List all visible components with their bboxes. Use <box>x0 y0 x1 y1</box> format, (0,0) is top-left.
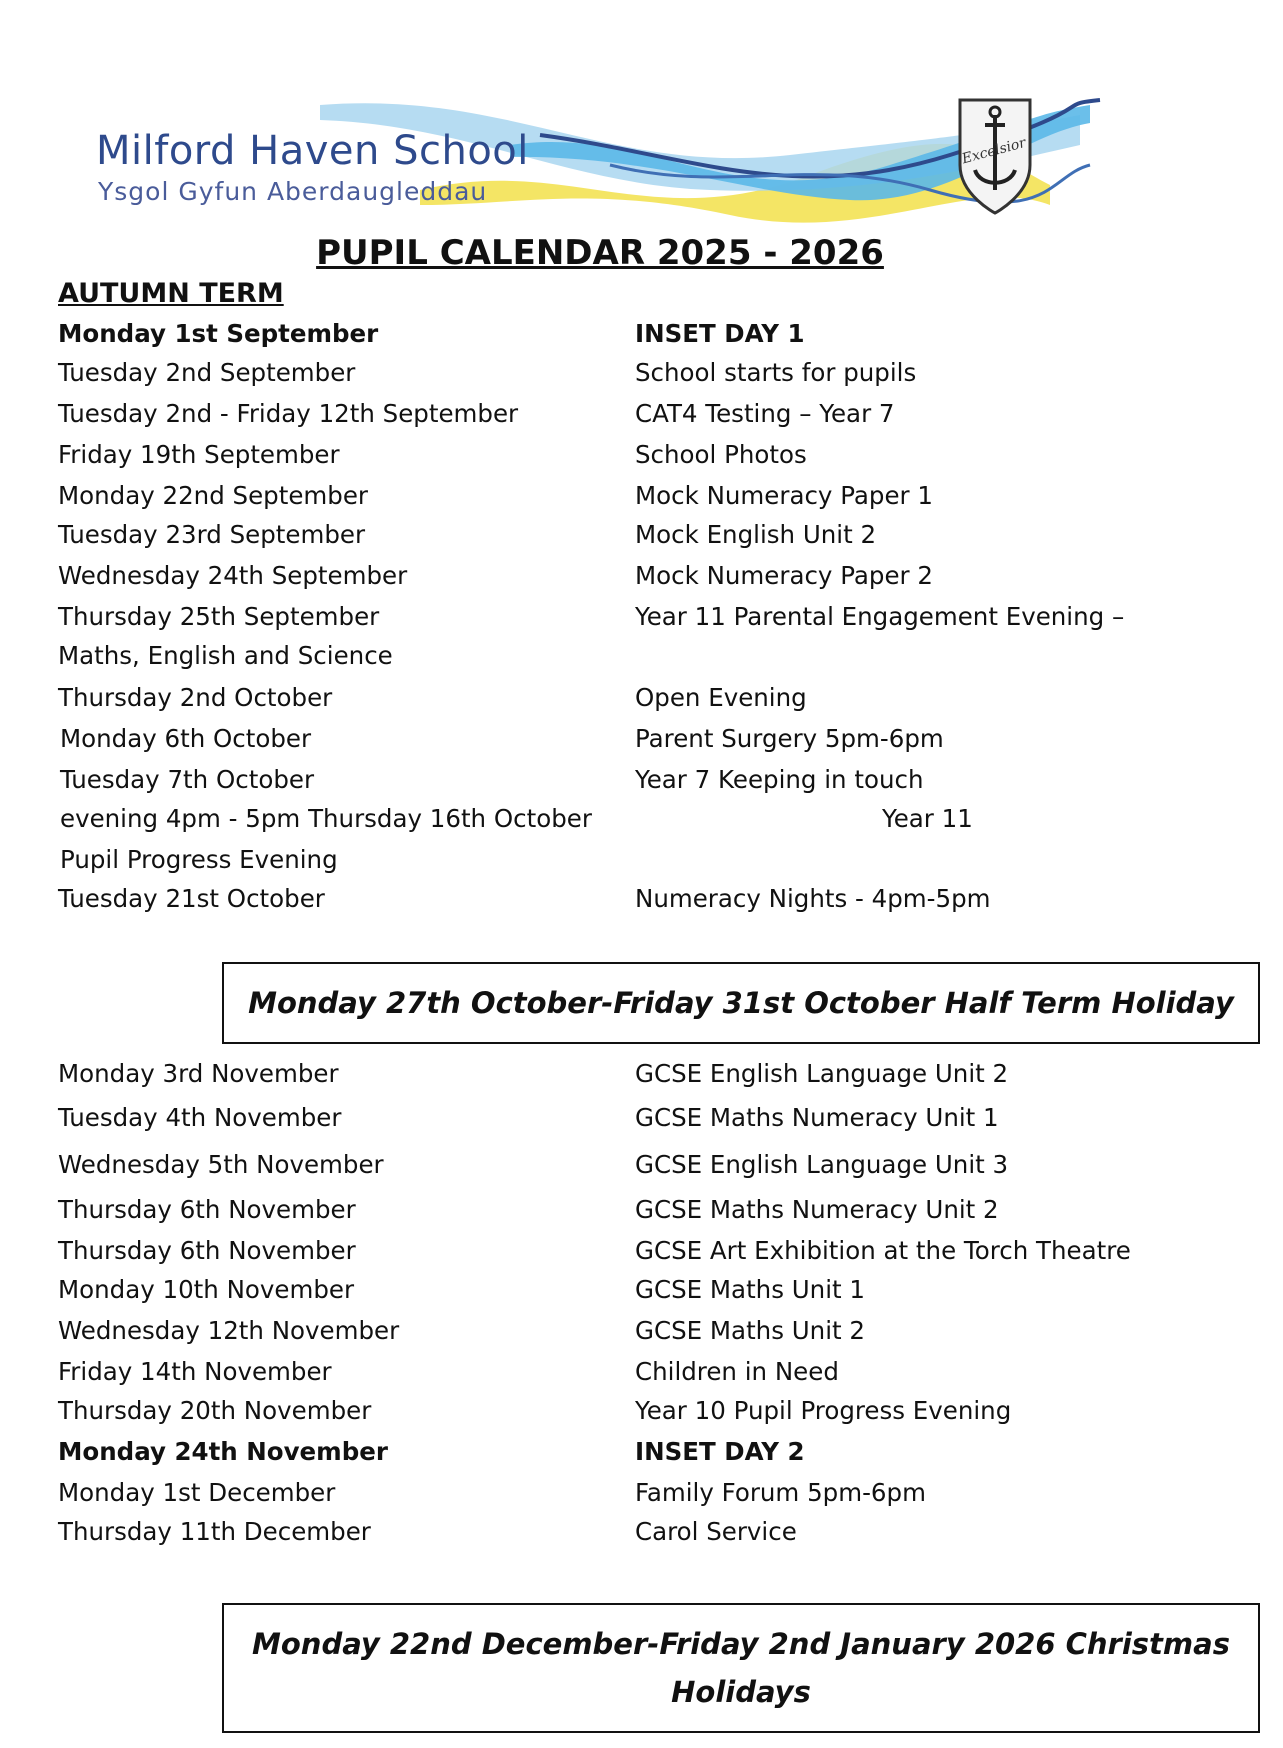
row-date: Maths, English and Science <box>58 641 393 670</box>
row-date: Thursday 6th November <box>58 1236 356 1265</box>
row-date: Pupil Progress Evening <box>60 845 338 874</box>
row-event: GCSE English Language Unit 3 <box>635 1150 1009 1179</box>
row-event: Year 11 <box>882 804 973 833</box>
school-name: Milford Haven School <box>96 128 529 174</box>
row-date: Friday 19th September <box>58 440 340 469</box>
row-event: Open Evening <box>635 683 807 712</box>
row-date: Thursday 25th September <box>58 602 380 631</box>
christmas-holiday-line-1: Monday 22nd December-Friday 2nd January 2026 Christmas <box>252 1627 1230 1661</box>
row-event: Year 10 Pupil Progress Evening <box>635 1396 1012 1425</box>
row-event: Numeracy Nights - 4pm-5pm <box>635 884 991 913</box>
row-date: Thursday 2nd October <box>58 683 333 712</box>
christmas-holiday-line-2: Holidays <box>671 1675 811 1709</box>
row-event: School Photos <box>635 440 807 469</box>
row-event: Year 11 Parental Engagement Evening – <box>635 602 1125 631</box>
christmas-holiday-box <box>222 1603 1260 1733</box>
row-event: GCSE Maths Numeracy Unit 1 <box>635 1103 999 1132</box>
row-date: Monday 1st September <box>58 319 379 348</box>
row-date: Monday 1st December <box>58 1478 336 1507</box>
row-date: Wednesday 24th September <box>58 561 408 590</box>
row-event: GCSE Maths Numeracy Unit 2 <box>635 1195 999 1224</box>
row-date: Monday 10th November <box>58 1275 355 1304</box>
half-term-holiday-box <box>222 962 1260 1044</box>
row-date: Tuesday 23rd September <box>58 520 366 549</box>
row-date: Tuesday 4th November <box>58 1103 342 1132</box>
row-date: Tuesday 2nd September <box>58 358 356 387</box>
row-date: Thursday 20th November <box>58 1396 372 1425</box>
row-event: GCSE Art Exhibition at the Torch Theatre <box>635 1236 1131 1265</box>
row-event: Year 7 Keeping in touch <box>635 765 924 794</box>
school-name-welsh: Ysgol Gyfun Aberdaugleddau <box>98 177 488 206</box>
row-event: GCSE English Language Unit 2 <box>635 1059 1009 1088</box>
row-event: GCSE Maths Unit 1 <box>635 1275 865 1304</box>
row-date: Thursday 6th November <box>58 1195 356 1224</box>
row-event: Mock Numeracy Paper 1 <box>635 481 933 510</box>
row-date: Monday 24th November <box>58 1437 388 1466</box>
row-event: INSET DAY 2 <box>635 1437 805 1466</box>
row-event: Children in Need <box>635 1357 839 1386</box>
row-event: Mock Numeracy Paper 2 <box>635 561 933 590</box>
row-event: School starts for pupils <box>635 358 917 387</box>
row-date: Monday 6th October <box>60 724 312 753</box>
row-event: Family Forum 5pm-6pm <box>635 1478 926 1507</box>
row-date: Tuesday 2nd - Friday 12th September <box>58 399 519 428</box>
row-date: Wednesday 5th November <box>58 1150 384 1179</box>
crest-motto: Excelsior <box>960 134 1028 168</box>
row-date: Wednesday 12th November <box>58 1316 400 1345</box>
page-title: PUPIL CALENDAR 2025 - 2026 <box>316 233 884 273</box>
row-date: Monday 22nd September <box>58 481 368 510</box>
row-date: evening 4pm - 5pm Thursday 16th October <box>60 804 592 833</box>
row-date: Tuesday 7th October <box>60 765 315 794</box>
row-date: Monday 3rd November <box>58 1059 339 1088</box>
row-event: Mock English Unit 2 <box>635 520 877 549</box>
row-event: Carol Service <box>635 1517 797 1546</box>
row-date: Friday 14th November <box>58 1357 332 1386</box>
row-date: Thursday 11th December <box>58 1517 371 1546</box>
row-event: Parent Surgery 5pm-6pm <box>635 724 944 753</box>
row-date: Tuesday 21st October <box>58 884 325 913</box>
row-event: INSET DAY 1 <box>635 319 805 348</box>
row-event: GCSE Maths Unit 2 <box>635 1316 865 1345</box>
half-term-holiday-text: Monday 27th October-Friday 31st October Half Term Holiday <box>248 986 1234 1020</box>
term-heading: AUTUMN TERM <box>58 278 284 309</box>
row-event: CAT4 Testing – Year 7 <box>635 399 895 428</box>
